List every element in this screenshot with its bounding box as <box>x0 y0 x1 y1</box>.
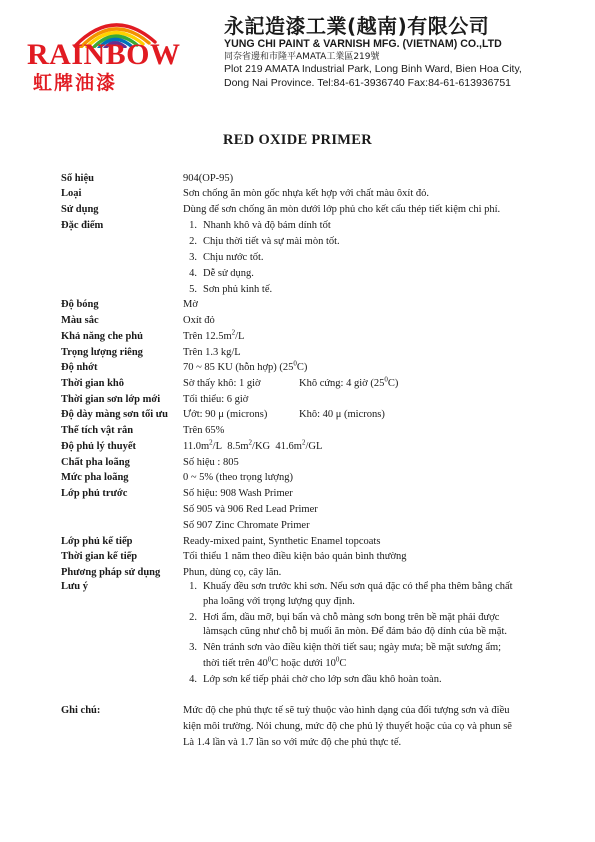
list-number: 1. <box>189 220 197 231</box>
spec-label: Loại <box>61 188 82 199</box>
list-number: 3. <box>189 252 197 263</box>
note-text: thời tiết trên $40^0C$ hoặc dưới $10^0C$ <box>203 655 347 669</box>
list-item: Nhanh khô và độ bám dính tốt <box>203 220 331 231</box>
spec-value: 904(OP-95) <box>183 173 234 184</box>
brand-name: RAINBOW <box>27 38 181 71</box>
spec-value: Số 905 và 906 Red Lead Primer <box>183 504 318 515</box>
remark-text: kiện môi trường. Nói chung, mức độ che phủ lý thuyết hoặc của cọ và phun sẽ <box>183 721 512 732</box>
spec-label: Thời gian khô <box>61 378 125 389</box>
document-title: RED OXIDE PRIMER <box>223 132 372 148</box>
note-text: Hơi ẩm, dầu mỡ, bụi bẩn và chỗ màng sơn bong trên bề mặt phải được <box>203 612 500 623</box>
company-address-line1: Plot 219 AMATA Industrial Park, Long Binh Ward, Bien Hoa City, <box>224 63 522 75</box>
spec-label: Độ bóng <box>61 299 99 310</box>
spec-value: Số hiệu : 805 <box>183 457 239 468</box>
rainbow-logo <box>27 12 222 102</box>
spec-label: Lưu ý <box>61 581 89 592</box>
spec-value-hard-dry: Khô cứng: 4 giờ $(25^0C)$ <box>299 375 399 389</box>
spec-value-wet: Ướt: 90 μ (microns) <box>183 409 268 420</box>
spec-label: Độ dày màng sơn tối ưu <box>61 409 168 420</box>
remark-text: Mức độ che phủ thực tế sẽ tuỳ thuộc vào hình dạng của đối tượng sơn và điều <box>183 705 510 716</box>
spec-label: Mức pha loãng <box>61 472 129 483</box>
company-info <box>224 14 574 90</box>
spec-label: Lớp phủ trước <box>61 488 128 499</box>
list-number: 1. <box>189 581 197 592</box>
spec-label: Độ phủ lý thuyết <box>61 441 136 452</box>
remark-text: Là 1.4 lần và 1.7 lần so với mức độ che phủ thực tế. <box>183 737 402 748</box>
spec-label: Phương pháp sử dụng <box>61 567 161 578</box>
list-number: 4. <box>189 268 197 279</box>
spec-label: Độ nhớt <box>61 362 98 373</box>
list-number: 3. <box>189 642 197 653</box>
company-name-english: YUNG CHI PAINT & VARNISH MFG. (VIETNAM) CO.,LTD <box>224 38 502 50</box>
list-number: 2. <box>189 236 197 247</box>
remark-label: Ghi chú: <box>61 705 101 716</box>
spec-label: Màu sắc <box>61 315 99 326</box>
brand-chinese-name: 虹牌油漆 <box>33 72 118 94</box>
spec-value: Mờ <box>183 299 198 310</box>
spec-value: Oxít đỏ <box>183 315 215 326</box>
spec-label: Lớp phủ kế tiếp <box>61 536 133 547</box>
spec-value: Số 907 Zinc Chromate Primer <box>183 520 310 531</box>
list-number: 2. <box>189 612 197 623</box>
spec-value-dry: Khô: 40 μ (microns) <box>299 409 385 420</box>
note-text: pha loãng với trọng lượng quy định. <box>203 596 355 607</box>
spec-label: Chất pha loãng <box>61 457 130 468</box>
list-number: 5. <box>189 284 197 295</box>
note-text: Nên tránh sơn vào điều kiện thời tiết sau; ngày mưa; bề mặt sương ẩm; <box>203 642 502 653</box>
spec-value: Số hiệu: 908 Wash Primer <box>183 488 293 499</box>
spec-label: Sử dụng <box>61 204 99 215</box>
spec-value: Trên 1.3 kg/L <box>183 347 241 358</box>
spec-value: 70 ~ 85 KU (hỗn hợp) $(25^0C)$ <box>183 359 308 373</box>
spec-value: Ready-mixed paint, Synthetic Enamel topcoats <box>183 536 381 547</box>
spec-label: Thời gian sơn lớp mới <box>61 394 161 405</box>
spec-value-touch-dry: Sờ thấy khô: 1 giờ <box>183 378 261 389</box>
list-number: 4. <box>189 674 197 685</box>
note-text: Lớp sơn kế tiếp phải chờ cho lớp sơn đầu khô hoàn toàn. <box>203 674 442 685</box>
spec-label: Thời gian kế tiếp <box>61 551 138 562</box>
spec-value: Trên $12.5m^2/L$ <box>183 328 245 342</box>
list-item: Chịu nước tốt. <box>203 252 264 263</box>
spec-value: Trên 65% <box>183 425 225 436</box>
list-item: Chịu thời tiết và sự mài mòn tốt. <box>203 236 340 247</box>
spec-value: Phun, dùng cọ, cây lăn. <box>183 567 282 578</box>
spec-label: Khả năng che phủ <box>61 331 143 342</box>
spec-label: Trọng lượng riêng <box>61 347 143 358</box>
spec-label: Đặc điểm <box>61 220 104 231</box>
spec-label: Số hiệu <box>61 173 94 184</box>
list-item: Dễ sử dụng. <box>203 268 254 279</box>
note-text: Khuấy đều sơn trước khi sơn. Nếu sơn quá đặc có thể pha thêm bằng chất <box>203 581 513 592</box>
company-address-line2: Dong Nai Province. Tel:84-61-3936740 Fax:84-61-613936751 <box>224 76 512 89</box>
list-item: Sơn phủ kinh tế. <box>203 284 273 295</box>
company-address-chinese: 同奈省邊和市隆平AMATA工業區219號 <box>224 52 380 62</box>
spec-label: Thể tích vật rắn <box>61 425 134 436</box>
spec-value: 0 ~ 5% (theo trọng lượng) <box>183 472 293 483</box>
spec-value: Sơn chống ăn mòn gốc nhựa kết hợp với chất màu ôxít đỏ. <box>183 188 430 199</box>
spec-value: Tối thiểu 1 năm theo điều kiện bảo quản bình thường <box>183 551 407 562</box>
spec-value: $11.0m^2/L$ $8.5m^2/KG$ $41.6m^2/GL$ <box>183 438 323 452</box>
note-text: làmsạch cũng như chỗ bị muối ăn mòn. Để đảm bảo độ dính của bề mặt. <box>203 626 507 637</box>
spec-value: Tối thiểu: 6 giờ <box>183 394 249 405</box>
company-name-chinese: 永記造漆工業(越南)有限公司 <box>224 14 490 38</box>
spec-value: Dùng để sơn chống ăn mòn dưới lớp phủ cho kết cấu thép tiết kiệm chi phí. <box>183 204 501 215</box>
